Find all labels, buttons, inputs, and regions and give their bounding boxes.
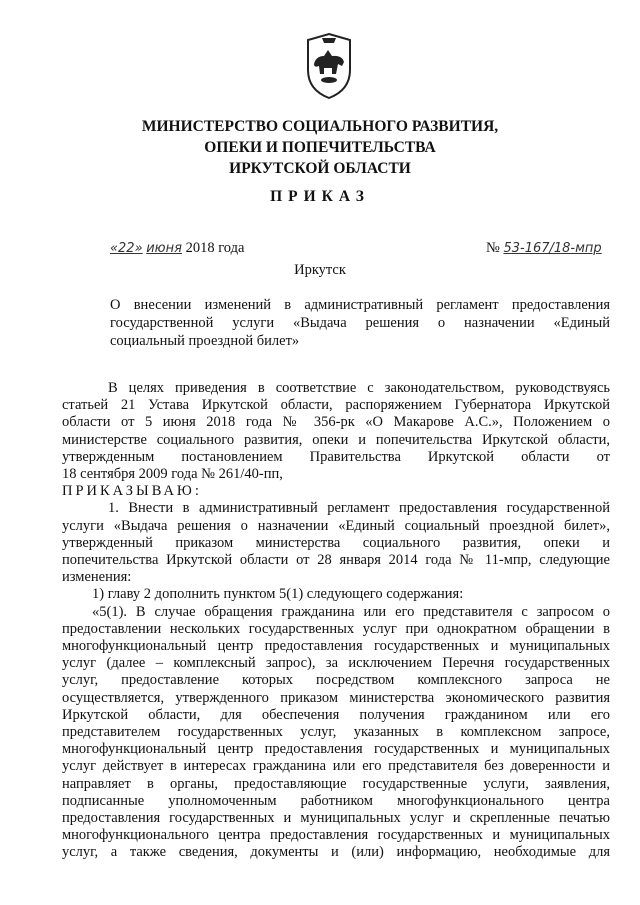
body-line: многофункциональный центр предоставления государственных и муниципальных	[62, 741, 610, 758]
body-line: предоставления государственных и муниципальных услуг и скрепленные печатью	[62, 810, 610, 827]
body-line-prikazyvayu: ПРИКАЗЫВАЮ:	[62, 483, 202, 500]
number-label: №	[486, 240, 500, 256]
body-line: «5(1). В случае обращения гражданина или его представителя с запросом о	[92, 603, 610, 620]
body-line: услуг, а также сведения, документы и (или) информацию, необходимые для	[62, 844, 610, 861]
irkutsk-coat-of-arms-icon	[302, 30, 356, 102]
body-line: попечительства Иркутской области от 28 января 2014 года № 11-мпр, следующие	[62, 552, 610, 569]
order-number	[486, 240, 602, 257]
body-line: многофункционального центра предоставления государственных и муниципальных	[62, 827, 610, 844]
date-day: 22	[118, 241, 135, 256]
body-line: Иркутской области, для обеспечения получения гражданином или его	[62, 706, 610, 723]
body-line: области от 5 июня 2018 года № 356-рк «О Макарове А.С.», Положением о	[62, 414, 610, 431]
doc-type-title: ПРИКАЗ	[270, 188, 370, 205]
number-value: 53-167/18-мпр	[503, 241, 602, 256]
subject-line: О внесении изменений в административный регламент предоставления	[110, 297, 610, 313]
city: Иркутск	[294, 262, 346, 278]
body-line: предоставлении нескольких государственных услуг при однократном обращении в	[62, 620, 610, 637]
body-line: направляет в органы, предоставляющие государственные услуги, заявления,	[62, 775, 610, 792]
body-line: услуг действует в интересах гражданина или его представителя без доверенности и	[62, 758, 610, 775]
ministry-line-1: МИНИСТЕРСТВО СОЦИАЛЬНОГО РАЗВИТИЯ,	[141, 118, 499, 135]
body-line: подписанные уполномоченным работником многофункционального центра	[62, 792, 610, 809]
body-line: услуг (далее – комплексный запрос), за исключением Перечня государственных	[62, 655, 610, 672]
body-line: министерстве социального развития, опеки и попечительства Иркутской области,	[62, 431, 610, 448]
body-line: 1. Внести в административный регламент предоставления государственной	[108, 500, 610, 517]
date-open-quote: «	[110, 241, 119, 256]
order-date	[110, 240, 244, 257]
body-line: утвержденный приказом министерства социального развития, опеки и	[62, 534, 610, 551]
ministry-line-3: ИРКУТСКОЙ ОБЛАСТИ	[229, 160, 411, 177]
body-line: 18 сентября 2009 года № 261/40-пп,	[62, 466, 283, 483]
subject-line: социальный проездной билет»	[110, 333, 300, 349]
body-line: услуг, предоставление которых посредством комплексного запроса не	[62, 672, 610, 689]
body-line: осуществляется, утвержденного приказом министерства экономического развития	[62, 689, 610, 706]
date-month: июня	[146, 241, 182, 256]
body-line: В целях приведения в соответствие с законодательством, руководствуясь	[108, 380, 610, 396]
body-line: услуги «Выдача решения о назначении «Единый социальный проездной билет»,	[62, 517, 610, 534]
order-subject	[110, 296, 610, 350]
body-line: изменения:	[62, 569, 132, 586]
order-body	[62, 380, 610, 862]
body-line: статьей 21 Устава Иркутской области, распоряжением Губернатора Иркутской	[62, 397, 610, 414]
body-line: представителем государственных услуг, указанных в комплексном запросе,	[62, 724, 610, 741]
ministry-line-2: ОПЕКИ И ПОПЕЧИТЕЛЬСТВА	[204, 139, 436, 156]
body-line: 1) главу 2 дополнить пунктом 5(1) следующего содержания:	[92, 586, 464, 603]
ministry-name	[0, 116, 640, 179]
date-close-quote: »	[134, 241, 143, 256]
date-year: 2018 года	[185, 240, 245, 256]
body-line: многофункциональный центр предоставления государственных и муниципальных	[62, 638, 610, 655]
subject-line: государственной услуги «Выдача решения о назначении «Единый	[110, 315, 610, 331]
body-line: утвержденным постановлением Правительства Иркутской области от	[62, 448, 610, 465]
